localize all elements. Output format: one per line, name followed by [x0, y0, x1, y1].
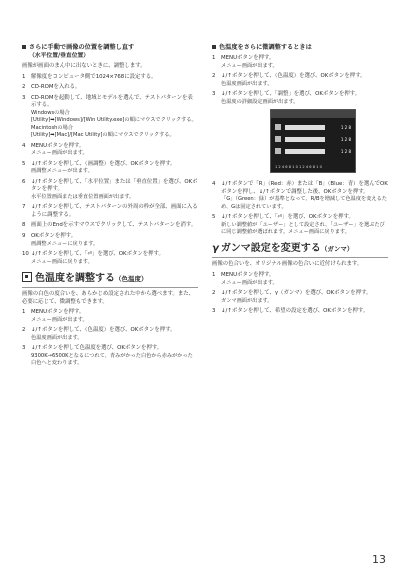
step-list — [212, 272, 388, 316]
mac-path: [Utility]➡[Mac]/[Mac Utility]の順にマウスでクリックする。 — [31, 132, 175, 139]
step-item: 8 画面上のEndを示すマウスでクリックして、テストパターンを消す。 — [22, 222, 197, 229]
screen-header — [271, 110, 355, 118]
step-item: 3 ↓/↑ボタンを押して、希望の設定を選び、OKボタンを押す。 — [212, 308, 369, 314]
section-title-gamma: γ ガンマ設定を変更する（ガンマ） — [212, 242, 388, 258]
color-temp-icon — [22, 272, 32, 282]
section-subtitle-position: （水平位置/垂直位置） — [29, 53, 90, 59]
step-item: 5 ↓/↑ボタンを押して、「⏎」を選び、OKボタンを押す。 新しい調整値が「ユーザー」として設定され、「ユーザー」を選ぶたびに同じ調整値が選ばれます。メニュー画面に戻ります。 — [212, 214, 385, 235]
color-temp-adjust-screen: 1 2 8 1 2 8 1 2 8 1 2 4 6 8 1 0 1 2 4 6 8 1 0 — [270, 109, 356, 173]
blue-swatch — [275, 148, 281, 154]
step-item: 1 MENUボタンを押す。 メニュー画面が出ます。 — [22, 309, 88, 323]
step-item: 2 CD-ROMを入れる。 — [22, 84, 81, 91]
mac-label: Macintoshの場合 — [31, 124, 73, 131]
step-item: 5 ↓/↑ボタンを押して、（画調整）を選び、OKボタンを押す。 画調整メニューが出ます。 — [22, 160, 176, 175]
blue-slider — [285, 149, 325, 154]
step-item: 2 ↓/↑ボタンを押して、（色温度）を選び、OKボタンを押す。 色温度画面が出ます。 — [212, 73, 366, 87]
step-list — [22, 309, 198, 367]
section-title-position: さらに手動で画像の位置を調整し直す — [22, 44, 198, 52]
section-intro: 画像が画面のまん中に出ないときに、調整します。 — [22, 63, 146, 69]
step-item: 2 ↓/↑ボタンを押して、（色温度）を選び、OKボタンを押す。 色温度画面が出ます。 — [22, 327, 176, 341]
left-column — [22, 44, 198, 371]
square-bullet-icon — [22, 45, 26, 49]
step-item: 2 ↓/↑ボタンを押して、γ（ガンマ）を選び、OKボタンを押す。 ガンマ画面が出ます。 — [212, 290, 372, 304]
step-item: 1 解像度をコンピュータ側で1024×768に設定する。 — [22, 73, 157, 80]
section-title-fine-tune: 色温度をさらに微調整するときは — [212, 44, 388, 52]
step-item: 9 OKボタンを押す。 画調整メニューに戻ります。 — [22, 232, 99, 247]
right-column — [212, 44, 388, 319]
step-item: 3 ↓/↑ボタンを押して色温度を選び、OKボタンを押す。 9300K→6500Kとなるにつれて、青みがかった白色から赤みがかった白色へと変わります。 — [22, 345, 193, 367]
step-item: 4 MENUボタンを押す。 メニュー画面が出ます。 — [22, 142, 88, 157]
green-swatch — [275, 136, 281, 142]
step-list — [212, 181, 388, 236]
red-slider — [285, 125, 325, 130]
step-list — [22, 74, 198, 266]
section-title-color-temp: 色温度を調整する（色温度） — [22, 272, 198, 288]
step-item: 7 ↓/↑ボタンを押して、テストパターンの外周の枠が全部、画面に入るように調整する。 — [22, 204, 198, 218]
step-item: 10 ↓/↑ボタンを押して、「⏎」を選び、OKボタンを押す。 メニュー画面に戻ります。 — [22, 250, 164, 265]
section-intro: 画像の色合いを、オリジナル画像の色合いに近付けられます。 — [212, 261, 363, 268]
green-slider — [285, 137, 325, 142]
step-list — [212, 55, 388, 106]
windows-path: [Utility]➡[Windows]/[Win Utility.exe]の順にマウスでクリックする。 — [31, 117, 197, 124]
step-item: 3 CD-ROMを起動して、地域とモデルを選んで、テストパターンを表示する。 Windowsの場合 [Utility]➡[Windows]/[Win Utility.exe]の順にマウスでクリックする。 Macintoshの場合 [Utility]➡[Mac]/[Mac Utility]の順にマウスでクリックする。 — [22, 94, 197, 139]
section-intro: 画像の白色の度合いを、あらかじめ設定された中から選べます。また、必要に応じて、微調整もできます。 — [22, 290, 195, 305]
windows-label: Windowsの場合 — [31, 109, 70, 116]
step-item: 6 ↓/↑ボタンを押して、「水平位置」または「垂直位置」を選び、OKボタンを押す。 水平位置画面または垂直位置画面が出ます。 — [22, 178, 198, 200]
page-number: 13 — [372, 553, 386, 566]
step-item: 4 ↓/↑ボタンで「R」（Red：赤）または「B」（Blue：青）を選んでOKボタンを押し、↓/↑ボタンで調整した後、OKボタンを押す。 「G」（Green：緑）が基準となって、R/Bを増減して色温度を変えるため、Gは固定されています。 — [212, 181, 388, 210]
step-item: 1 MENUボタンを押す。 メニュー画面が出ます。 — [212, 272, 278, 286]
step-item: 1 MENUボタンを押す。 メニュー画面が出ます。 — [212, 55, 278, 69]
step-item: 3 ↓/↑ボタンを押して、「調整」を選び、OKボタンを押す。 色温度の詳細設定画面が出ます。 — [212, 91, 361, 105]
square-bullet-icon — [212, 45, 216, 49]
red-swatch — [275, 124, 281, 130]
gamma-icon: γ — [212, 243, 219, 255]
